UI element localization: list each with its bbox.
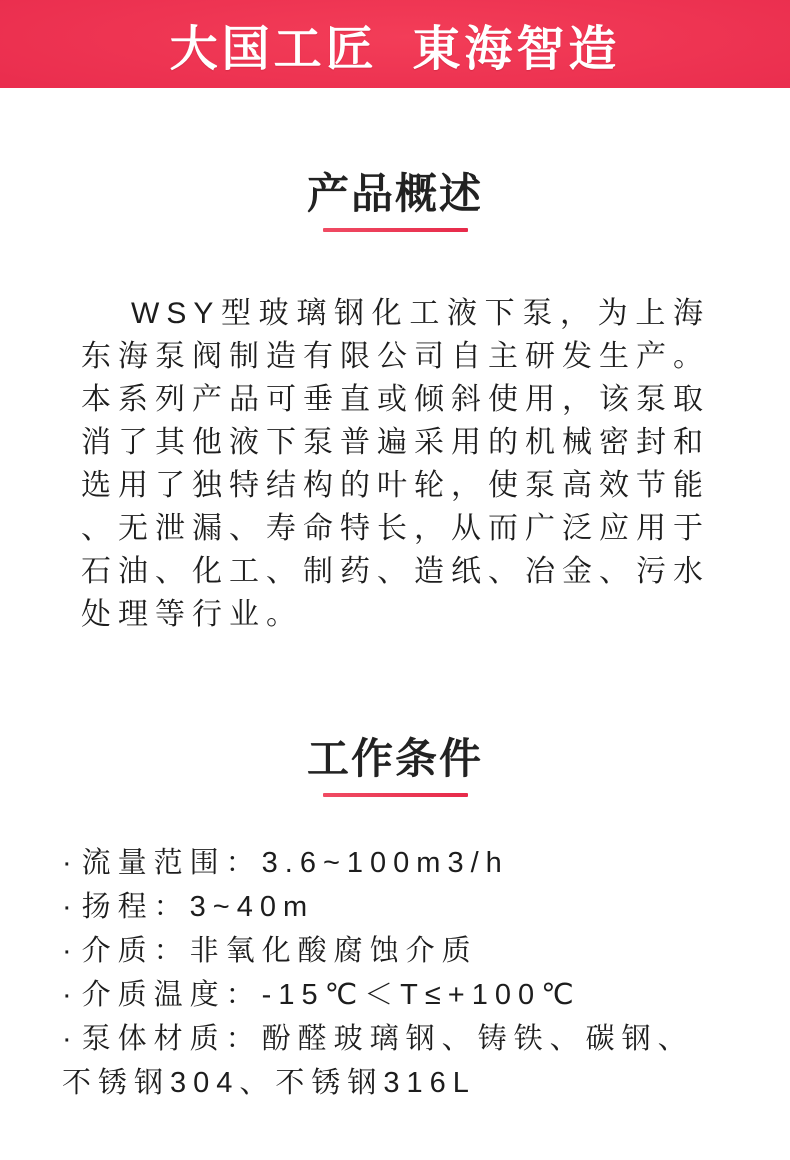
bullet-icon: · — [62, 935, 72, 967]
work-conditions-section-header — [0, 735, 790, 797]
list-item — [62, 1017, 712, 1105]
spec-flow-range: 流量范围：3.6~100m3/h — [81, 847, 509, 879]
bullet-icon: · — [62, 847, 72, 879]
list-item — [62, 841, 712, 885]
work-conditions-title-underline — [323, 793, 468, 797]
spec-medium: 介质：非氧化酸腐蚀介质 — [81, 935, 478, 967]
spec-medium-temperature: 介质温度：-15℃＜T≤+100℃ — [81, 979, 581, 1011]
bullet-icon: · — [62, 1023, 72, 1055]
list-item — [62, 929, 712, 973]
top-banner — [0, 0, 790, 88]
overview-title-underline — [323, 228, 468, 232]
banner-slogan: 大国工匠 東海智造 — [169, 22, 621, 76]
overview-paragraph: WSY型玻璃钢化工液下泵，为上海东海泵阀制造有限公司自主研发生产。本系列产品可垂直或倾斜使用，该泵取消了其他液下泵普遍采用的机械密封和选用了独特结构的叶轮，使泵高效节能、无泄漏、寿命特长，从而广泛应用于石油、化工、制药、造纸、冶金、污水处理等行业。 — [81, 297, 710, 631]
work-conditions-list — [62, 841, 712, 1105]
spec-pump-body-material: 泵体材质：酚醛玻璃钢、铸铁、碳钢、不锈钢304、不锈钢316L — [62, 1023, 694, 1099]
work-conditions-title: 工作条件 — [306, 735, 483, 782]
overview-title: 产品概述 — [306, 170, 483, 217]
list-item — [62, 885, 712, 929]
bullet-icon: · — [62, 891, 72, 923]
list-item — [62, 973, 712, 1017]
bullet-icon: · — [62, 979, 72, 1011]
overview-section-header — [0, 170, 790, 232]
spec-head: 扬程：3~40m — [81, 891, 315, 923]
